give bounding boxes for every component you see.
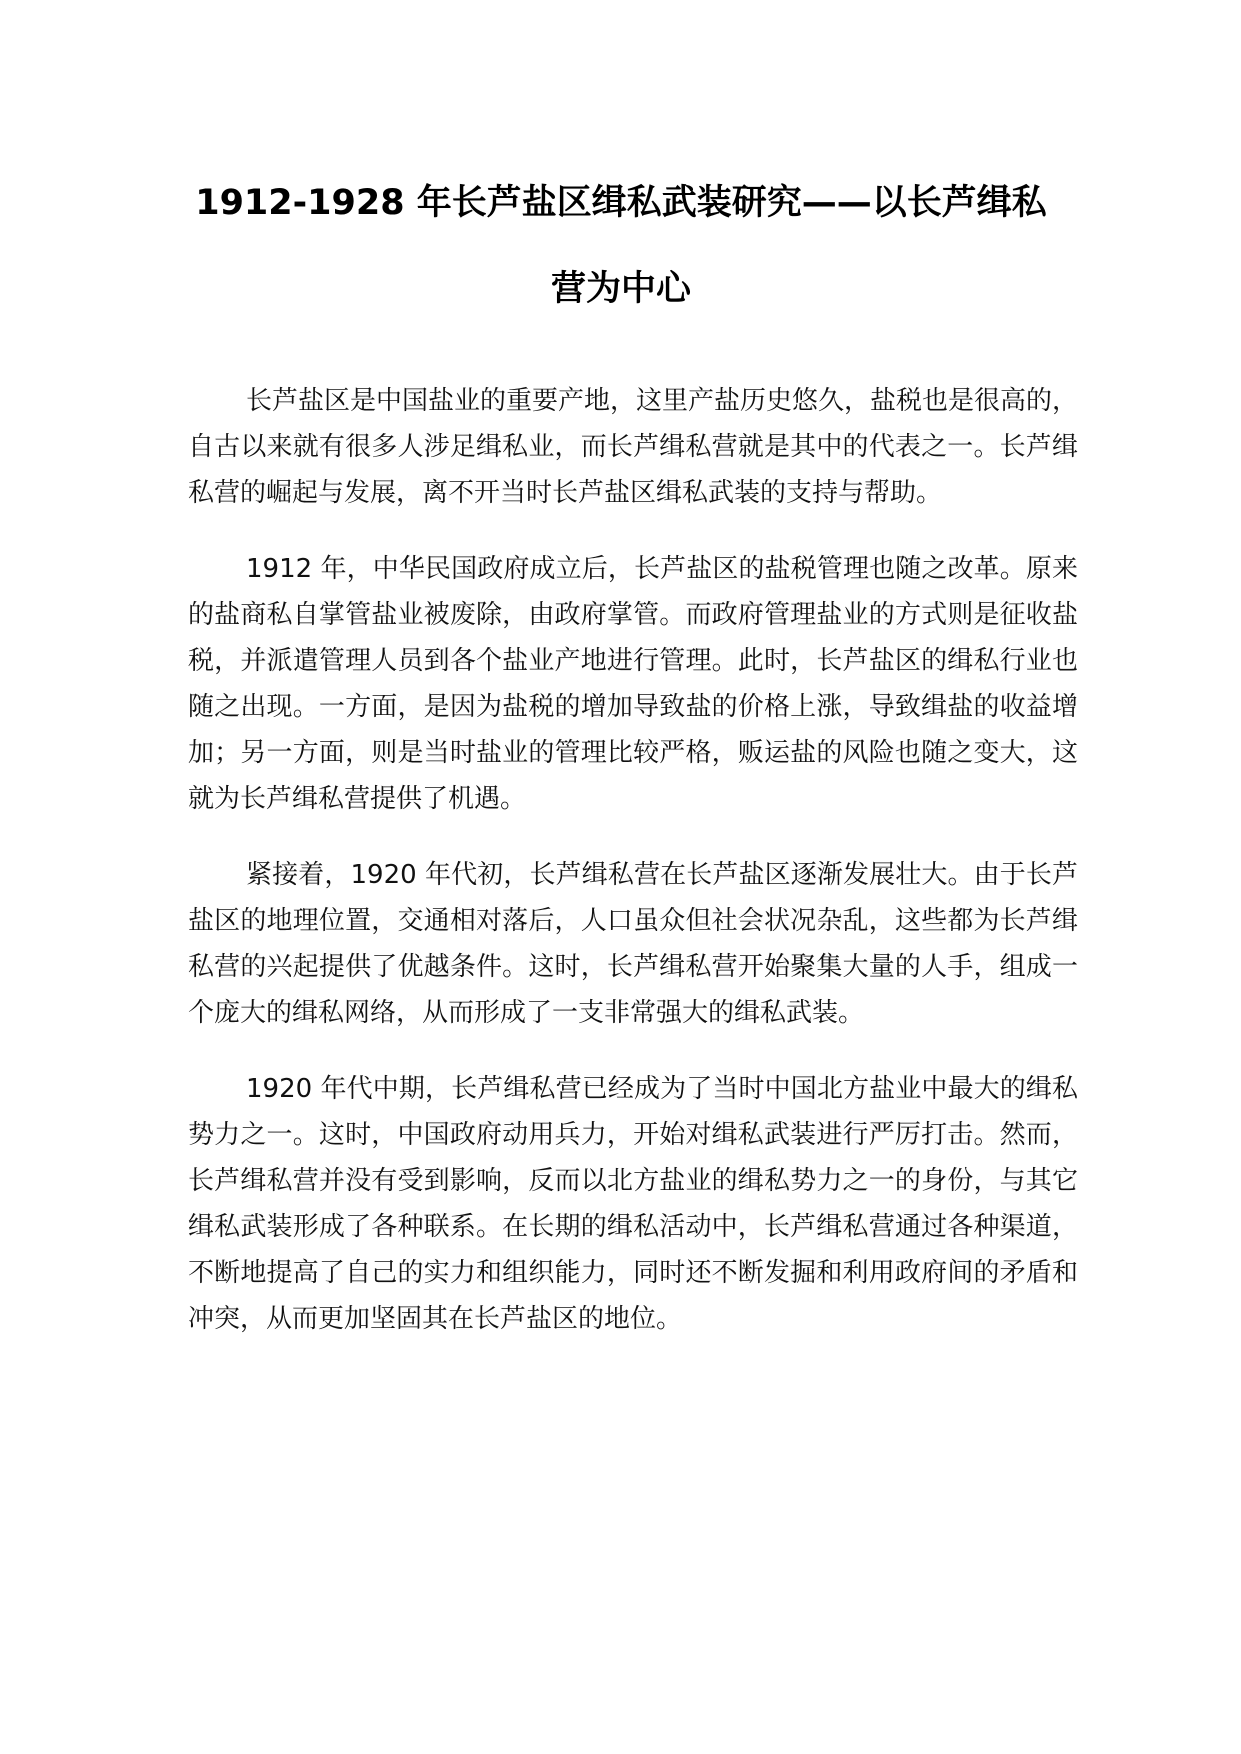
paragraph-1: 长芦盐区是中国盐业的重要产地，这里产盐历史悠久，盐税也是很高的，自古以来就有很多人涉足缉私业，而长芦缉私营就是其中的代表之一。长芦缉私营的崛起与发展，离不开当时长芦盐区缉私武装的支持与帮助。	[188, 386, 1079, 508]
document-body	[188, 378, 1078, 1372]
paragraph-2: 1912 年，中华民国政府成立后，长芦盐区的盐税管理也随之改革。原来的盐商私自掌管盐业被废除，由政府掌管。而政府管理盐业的方式则是征收盐税，并派遣管理人员到各个盐业产地进行管理。此时，长芦盐区的缉私行业也随之出现。一方面，是因为盐税的增加导致盐的价格上涨，导致缉盐的收益增加；另一方面，则是当时盐业的管理比较严格，贩运盐的风险也随之变大，这就为长芦缉私营提供了机遇。	[188, 554, 1078, 814]
paragraph-3: 紧接着，1920 年代初，长芦缉私营在长芦盐区逐渐发展壮大。由于长芦盐区的地理位置，交通相对落后，人口虽众但社会状况杂乱，这些都为长芦缉私营的兴起提供了优越条件。这时，长芦缉私营开始聚集大量的人手，组成一个庞大的缉私网络，从而形成了一支非常强大的缉私武装。	[188, 860, 1078, 1028]
document-title: 1912-1928 年长芦盐区缉私武装研究——以长芦缉私营为中心	[195, 183, 1047, 309]
paragraph-4: 1920 年代中期，长芦缉私营已经成为了当时中国北方盐业中最大的缉私势力之一。这时，中国政府动用兵力，开始对缉私武装进行严厉打击。然而，长芦缉私营并没有受到影响，反而以北方盐业的缉私势力之一的身份，与其它缉私武装形成了各种联系。在长期的缉私活动中，长芦缉私营通过各种渠道，不断地提高了自己的实力和组织能力，同时还不断发掘和利用政府间的矛盾和冲突，从而更加坚固其在长芦盐区的地位。	[188, 1074, 1078, 1334]
